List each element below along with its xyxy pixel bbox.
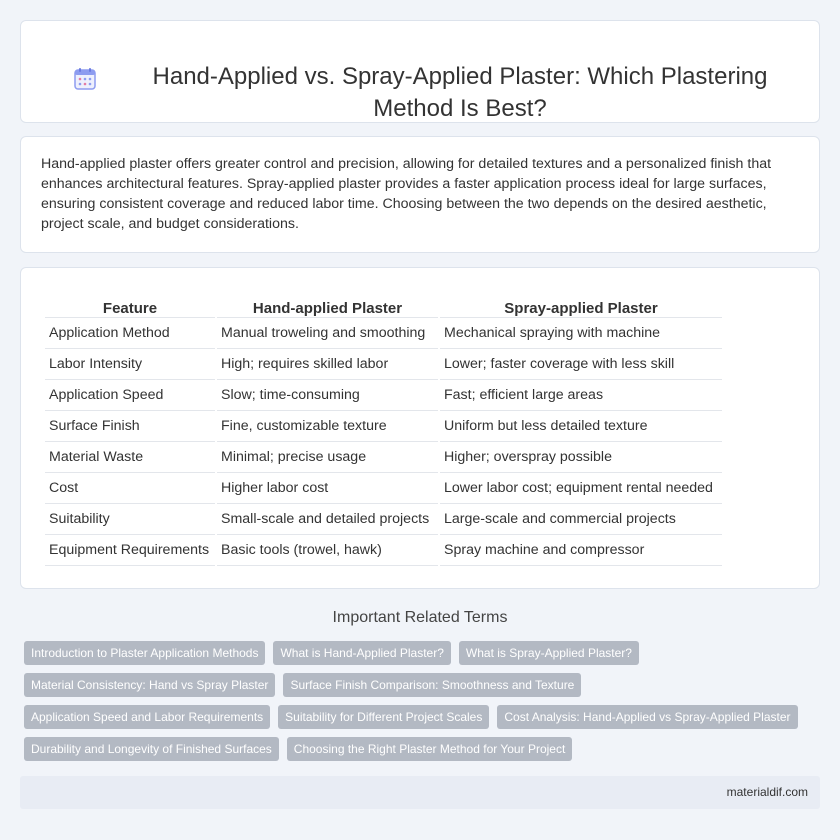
- table-cell: Higher labor cost: [217, 473, 438, 504]
- related-term-link[interactable]: Surface Finish Comparison: Smoothness and Texture: [283, 673, 581, 697]
- table-cell: Equipment Requirements: [45, 535, 215, 566]
- page-title: Hand-Applied vs. Spray-Applied Plaster: Which Plastering Method Is Best?: [152, 63, 768, 122]
- table-cell: Higher; overspray possible: [440, 442, 722, 473]
- table-cell: Spray machine and compressor: [440, 535, 722, 566]
- table-row: [45, 411, 722, 442]
- intro-paragraph: Hand-applied plaster offers greater control and precision, allowing for detailed textures and a personalized finish that enhances architectural features. Spray-applied plaster provides a faster application process ideal for large surfaces, ensuring consistent coverage and reduced labor time. Choosing between the two depends on the desired aesthetic, project scale, and budget considerations.: [41, 156, 772, 232]
- table-cell: Cost: [45, 473, 215, 504]
- table-cell: Suitability: [45, 504, 215, 535]
- table-cell: Surface Finish: [45, 411, 215, 442]
- table-cell: Uniform but less detailed texture: [440, 411, 722, 442]
- calendar-icon: [73, 67, 97, 91]
- related-term-link[interactable]: Application Speed and Labor Requirements: [24, 705, 270, 729]
- intro-card: [20, 136, 820, 253]
- table-cell: High; requires skilled labor: [217, 349, 438, 380]
- table-cell: Fast; efficient large areas: [440, 380, 722, 411]
- related-terms-list: [24, 641, 824, 769]
- table-cell: Lower labor cost; equipment rental needed: [440, 473, 722, 504]
- related-term-link[interactable]: What is Hand-Applied Plaster?: [273, 641, 450, 665]
- table-cell: Small-scale and detailed projects: [217, 504, 438, 535]
- table-cell: Application Method: [45, 318, 215, 349]
- comparison-card: [20, 267, 820, 589]
- table-cell: Large-scale and commercial projects: [440, 504, 722, 535]
- table-cell: Lower; faster coverage with less skill: [440, 349, 722, 380]
- related-terms-row: [24, 673, 824, 697]
- table-row: [45, 504, 722, 535]
- table-cell: Slow; time-consuming: [217, 380, 438, 411]
- related-term-link[interactable]: Suitability for Different Project Scales: [278, 705, 489, 729]
- footer: [20, 776, 820, 809]
- table-cell: Manual troweling and smoothing: [217, 318, 438, 349]
- related-term-link[interactable]: Introduction to Plaster Application Methods: [24, 641, 265, 665]
- related-terms-row: [24, 641, 824, 665]
- table-row: [45, 473, 722, 504]
- header-spray-applied: Spray-applied Plaster: [440, 293, 722, 318]
- table-cell: Fine, customizable texture: [217, 411, 438, 442]
- table-cell: Basic tools (trowel, hawk): [217, 535, 438, 566]
- table-row: [45, 349, 722, 380]
- related-term-link[interactable]: What is Spray-Applied Plaster?: [459, 641, 639, 665]
- footer-site-link[interactable]: materialdif.com: [726, 785, 808, 799]
- related-term-link[interactable]: Durability and Longevity of Finished Surfaces: [24, 737, 279, 761]
- header-feature: Feature: [45, 293, 215, 318]
- related-term-link[interactable]: Material Consistency: Hand vs Spray Plaster: [24, 673, 275, 697]
- table-row: [45, 535, 722, 566]
- table-cell: Mechanical spraying with machine: [440, 318, 722, 349]
- related-terms-row: [24, 705, 824, 729]
- table-cell: Minimal; precise usage: [217, 442, 438, 473]
- table-row: [45, 442, 722, 473]
- title-card: [20, 20, 820, 123]
- table-cell: Application Speed: [45, 380, 215, 411]
- related-terms-heading: Important Related Terms: [332, 609, 508, 626]
- comparison-table: [43, 293, 724, 566]
- table-row: [45, 318, 722, 349]
- related-term-link[interactable]: Choosing the Right Plaster Method for Your Project: [287, 737, 573, 761]
- related-term-link[interactable]: Cost Analysis: Hand-Applied vs Spray-Applied Plaster: [497, 705, 797, 729]
- table-row: [45, 380, 722, 411]
- table-header-row: [45, 293, 722, 318]
- related-terms-row: [24, 737, 824, 761]
- table-cell: Labor Intensity: [45, 349, 215, 380]
- header-hand-applied: Hand-applied Plaster: [217, 293, 438, 318]
- table-cell: Material Waste: [45, 442, 215, 473]
